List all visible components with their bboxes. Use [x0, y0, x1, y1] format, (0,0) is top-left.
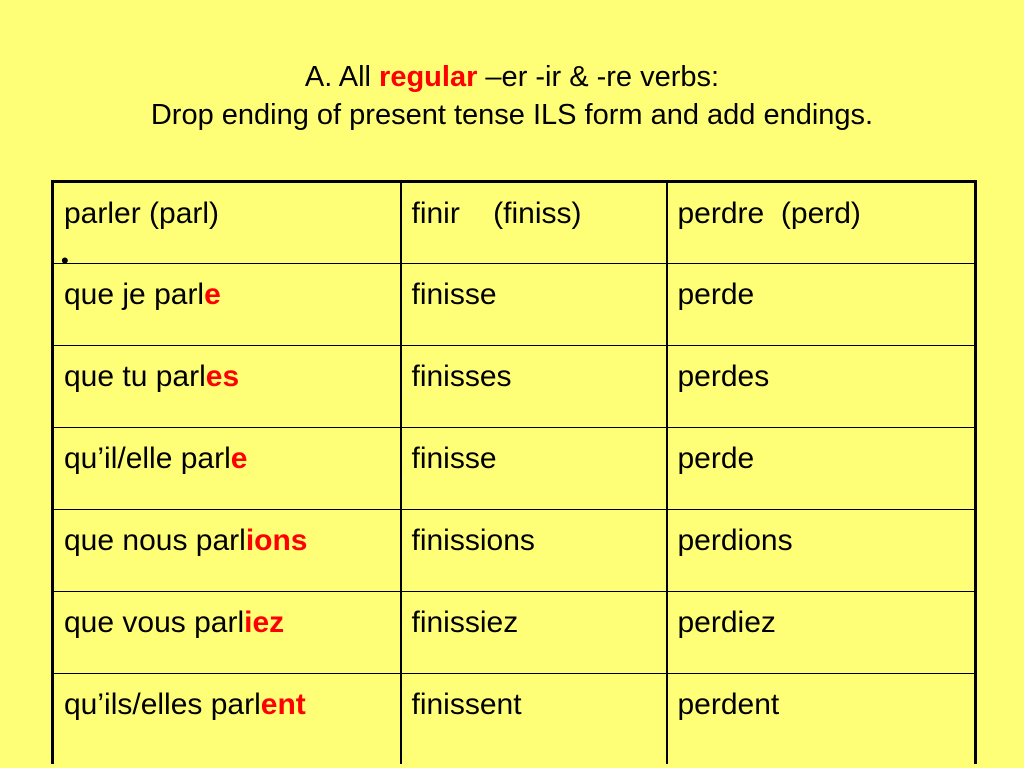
header-er-verb: parler (parl) — [53, 182, 401, 264]
re-form: perdiez — [667, 592, 976, 674]
title-prefix: A. All — [304, 61, 380, 93]
er-form: que vous parliez — [53, 592, 401, 674]
header-ir-verb: finir (finiss) — [401, 182, 667, 264]
ir-form: finisse — [401, 264, 667, 346]
er-ending: iez — [244, 606, 285, 639]
table-header-row — [53, 182, 976, 264]
title-line-1 — [0, 58, 1024, 96]
ir-form: finissions — [401, 510, 667, 592]
er-ending: e — [204, 278, 221, 311]
er-form: qu’ils/elles parlent — [53, 674, 401, 764]
ir-form: finissiez — [401, 592, 667, 674]
ir-form: finisses — [401, 346, 667, 428]
table-row — [53, 674, 976, 764]
re-form: perdent — [667, 674, 976, 764]
table-row — [53, 264, 976, 346]
re-form: perdes — [667, 346, 976, 428]
ir-form: finisse — [401, 428, 667, 510]
table-row — [53, 592, 976, 674]
table-row — [53, 346, 976, 428]
slide-title — [0, 58, 1024, 134]
er-ending: ions — [245, 524, 308, 557]
er-form: que nous parlions — [53, 510, 401, 592]
er-ending: ent — [260, 688, 306, 721]
er-ending: e — [230, 442, 248, 475]
re-form: perdions — [667, 510, 976, 592]
title-suffix: –er -ir & -re verbs: — [477, 61, 720, 93]
bullet-point: • — [61, 248, 69, 273]
header-re-verb: perdre (perd) — [667, 182, 976, 264]
er-form: qu’il/elle parle — [53, 428, 401, 510]
title-highlight-regular: regular — [379, 61, 478, 93]
table-row — [53, 510, 976, 592]
er-form: que tu parles — [53, 346, 401, 428]
er-form: que je parle — [53, 264, 401, 346]
re-form: perde — [667, 264, 976, 346]
re-form: perde — [667, 428, 976, 510]
er-ending: es — [205, 360, 240, 393]
title-line-2: Drop ending of present tense ILS form and add endings. — [150, 99, 874, 131]
table-row — [53, 428, 976, 510]
ir-form: finissent — [401, 674, 667, 764]
conjugation-table — [51, 180, 977, 764]
